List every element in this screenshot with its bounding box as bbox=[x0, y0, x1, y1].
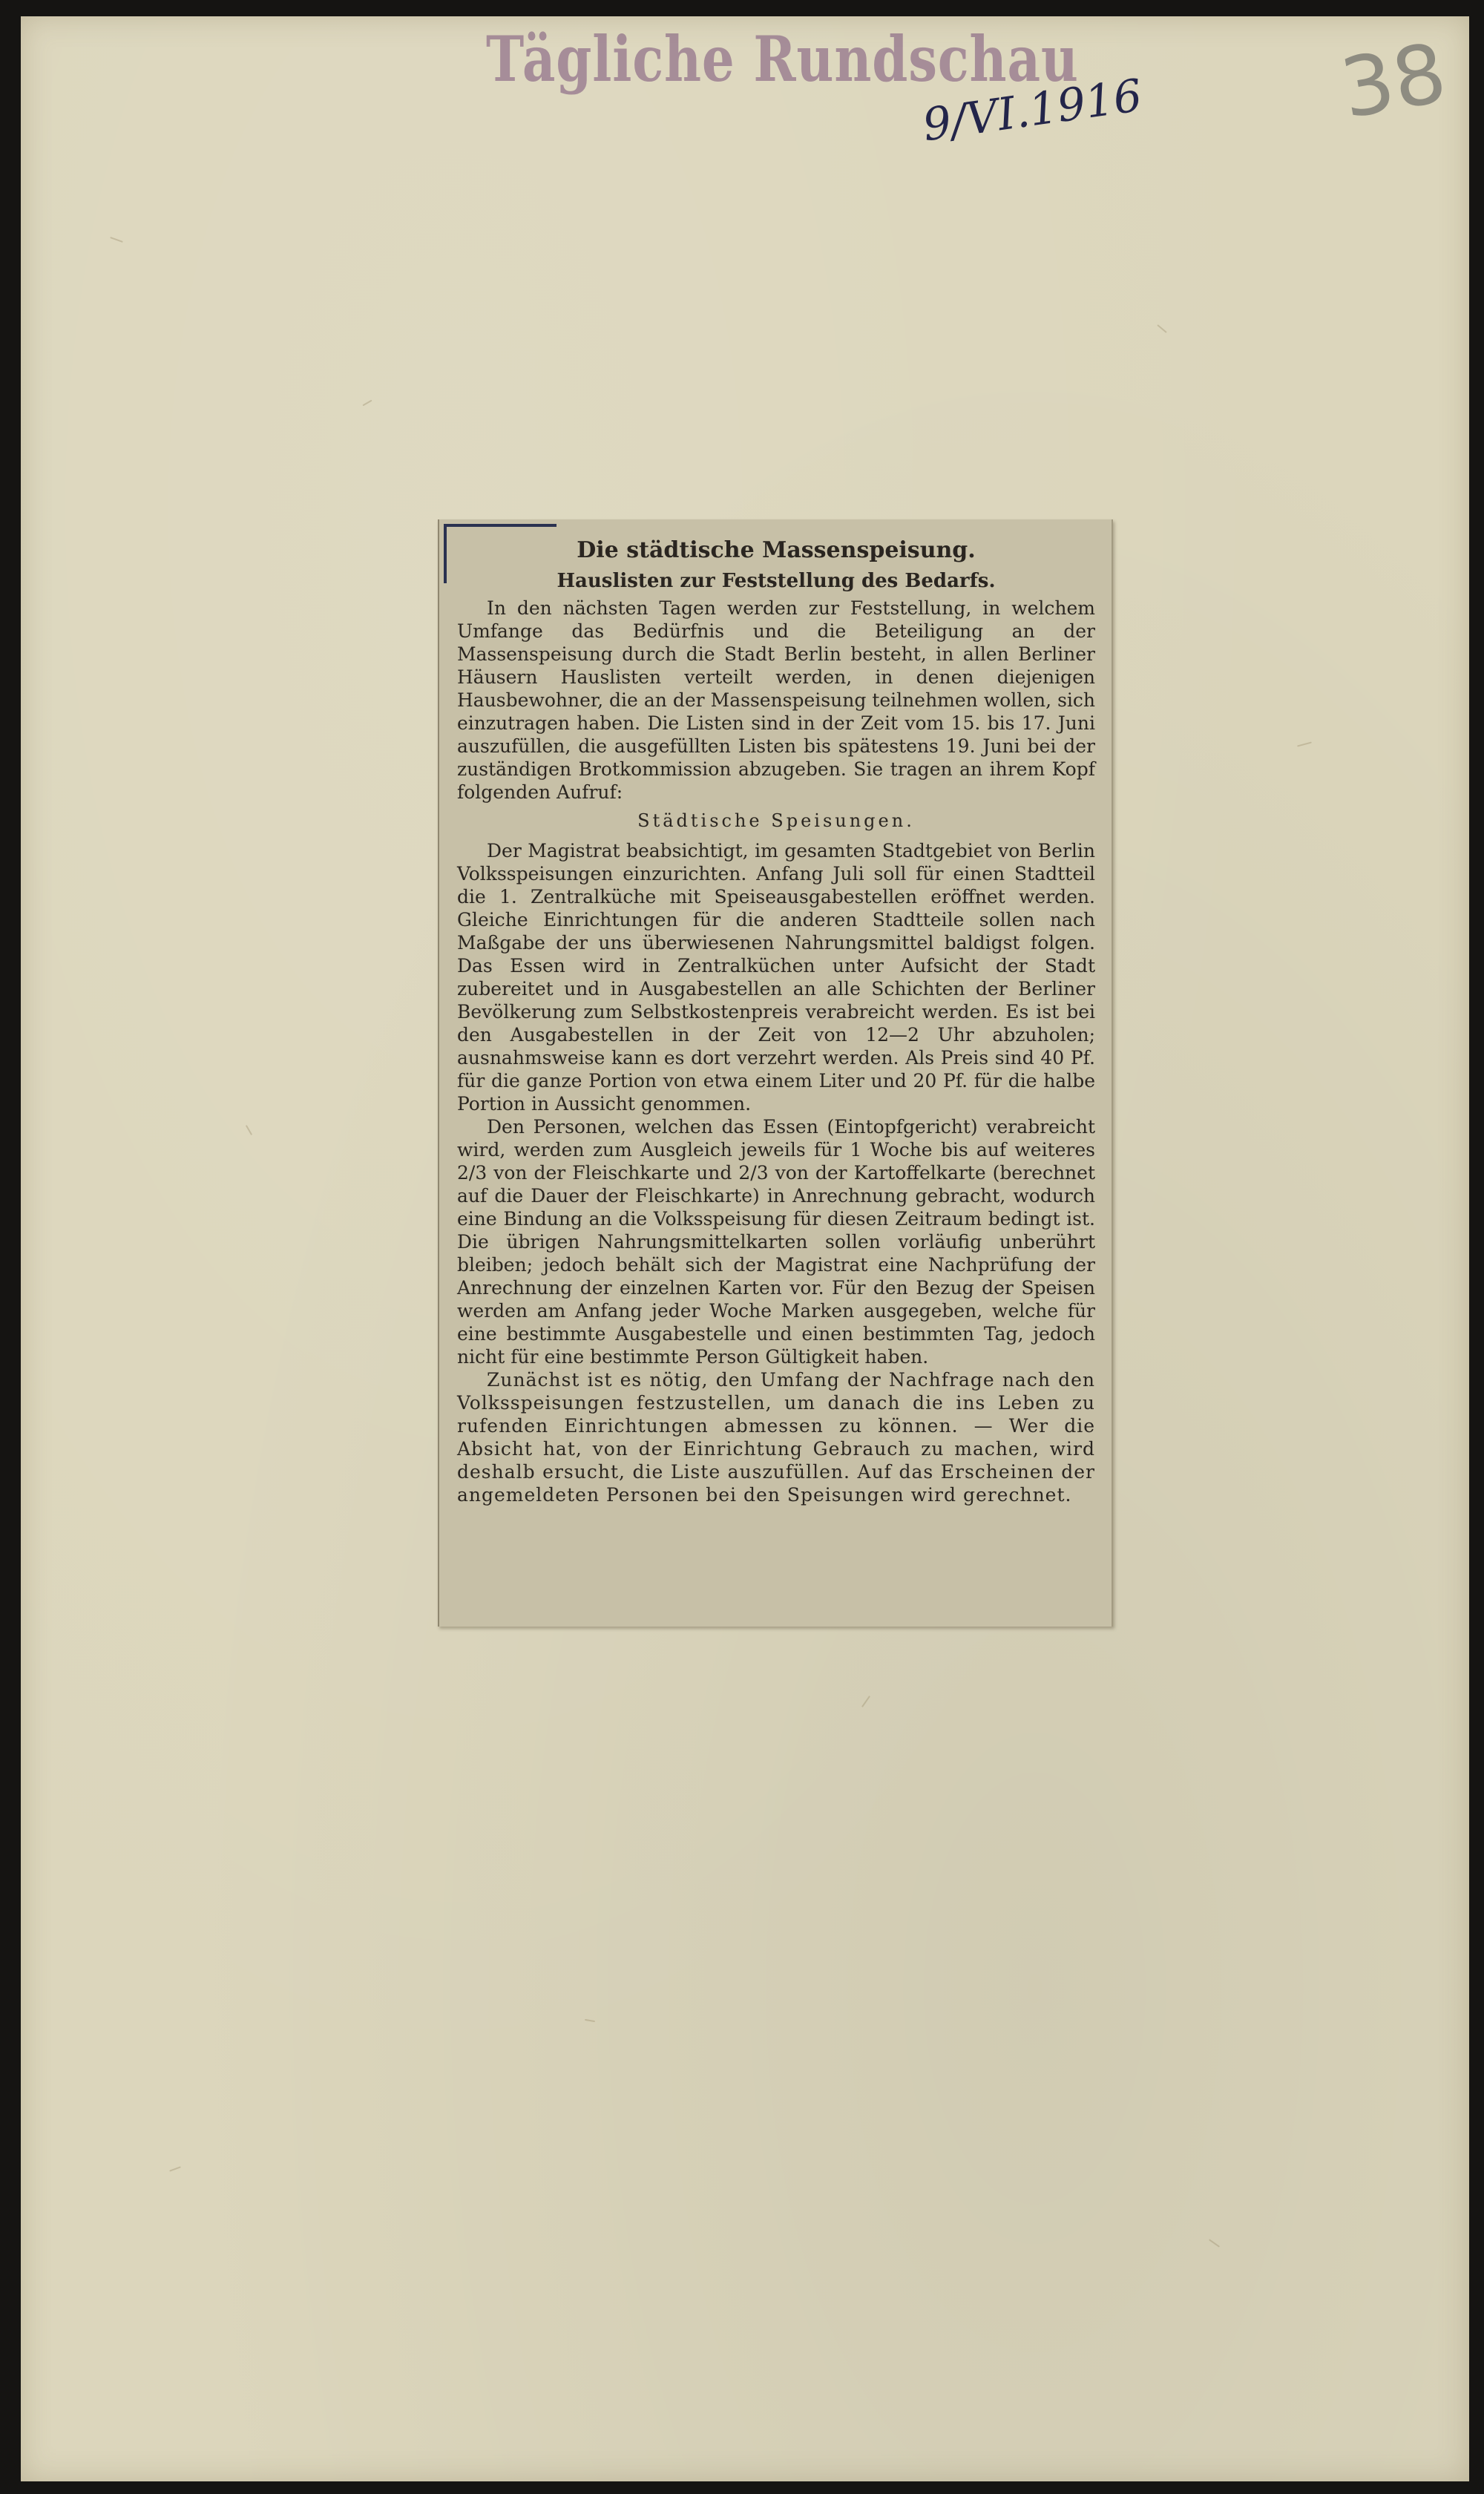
paper-fiber bbox=[1157, 324, 1167, 333]
newspaper-clipping bbox=[438, 519, 1113, 1627]
paper-fiber bbox=[362, 400, 372, 407]
article-headline: Die städtische Massenspeisung. bbox=[577, 537, 976, 563]
ink-corner-mark bbox=[444, 524, 447, 583]
handwritten-date: 9/VI.1916 bbox=[919, 69, 1146, 152]
article-paragraph: Zunächst ist es nötig, den Umfang der Nachfrage nach den Volksspeisungen festzustellen, um danach die ins Leben zu rufenden Einrichtungen abmessen zu können. — Wer die Absicht hat, von der Einrichtung Gebrauch zu machen, wird deshalb ersucht, die Liste auszufüllen. Auf das Erscheinen der angemeldeten Personen bei den Speisungen wird gerechnet. bbox=[457, 1369, 1095, 1506]
paper-fiber bbox=[861, 1696, 870, 1707]
article-paragraph: Der Magistrat beabsichtigt, im gesamten Stadtgebiet von Berlin Volksspeisungen einzurichten. Anfang Juli soll für einen Stadtteil die 1. Zentralküche mit Speiseausgabestellen eröffnet werden. Gleiche Einrichtungen für die anderen Stadtteile sollen nach Maßgabe der uns überwiesenen Nahrungsmittel baldigst folgen. Das Essen wird in Zentralküchen unter Aufsicht der Stadt zubereitet und in Ausgabestellen an alle Schichten der Berliner Bevölkerung zum Selbstkostenpreis verabreicht werden. Es ist bei den Ausgabestellen in der Zeit von 12—2 Uhr abzuholen; ausnahmsweise kann es dort verzehrt werden. Als Preis sind 40 Pf. für die ganze Portion von etwa einem Liter und 20 Pf. für die halbe Portion in Aussicht genommen. bbox=[457, 840, 1095, 1115]
article-subheadline: Hauslisten zur Feststellung des Bedarfs. bbox=[556, 570, 996, 592]
paper-fiber bbox=[110, 237, 123, 243]
paper-fiber bbox=[1209, 2239, 1220, 2247]
article-paragraph: Den Personen, welchen das Essen (Eintopfgericht) verabreicht wird, werden zum Ausgleich jeweils für 1 Woche bis auf weiteres 2/3 von der Fleischkarte und 2/3 von der Kartoffelkarte (berechnet auf die Dauer der Fleischkarte) in Anrechnung gebracht, wodurch eine Bindung an die Volksspeisung für diesen Zeitraum bedingt ist. Die übrigen Nahrungsmittelkarten sollen vorläufig unberührt bleiben; jedoch behält sich der Magistrat eine Nachprüfung der Anrechnung der einzelnen Karten vor. Für den Bezug der Speisen werden am Anfang jeder Woche Marken ausgegeben, welche für eine bestimmte Ausgabestelle und einen bestimmten Tag, jedoch nicht für eine bestimmte Person Gültigkeit haben. bbox=[457, 1116, 1095, 1368]
article-intro: In den nächsten Tagen werden zur Feststellung, in welchem Umfange das Bedürfnis und die Beteiligung an der Massenspeisung durch die Stadt Berlin besteht, in allen Berliner Häusern Hauslisten verteilt werden, in denen diejenigen Hausbewohner, die an der Massenspeisung teilnehmen wollen, sich einzutragen haben. Die Listen sind in der Zeit vom 15. bis 17. Juni auszufüllen, die ausgefüllten Listen bis spätestens 19. Juni bei der zuständigen Brotkommission abzugeben. Sie tragen an ihrem Kopf folgenden Aufruf: bbox=[457, 597, 1095, 803]
handwritten-page-number: 38 bbox=[1333, 24, 1454, 137]
ink-corner-mark bbox=[445, 524, 556, 527]
paper-fiber bbox=[169, 2166, 181, 2171]
paper-fiber bbox=[246, 1125, 252, 1135]
article-body bbox=[457, 537, 1095, 1506]
paper-fiber bbox=[1297, 741, 1312, 746]
section-title: Städtische Speisungen. bbox=[637, 810, 915, 831]
newspaper-name-stamp: Tägliche Rundschau bbox=[486, 22, 1079, 96]
paper-fiber bbox=[585, 2019, 595, 2022]
